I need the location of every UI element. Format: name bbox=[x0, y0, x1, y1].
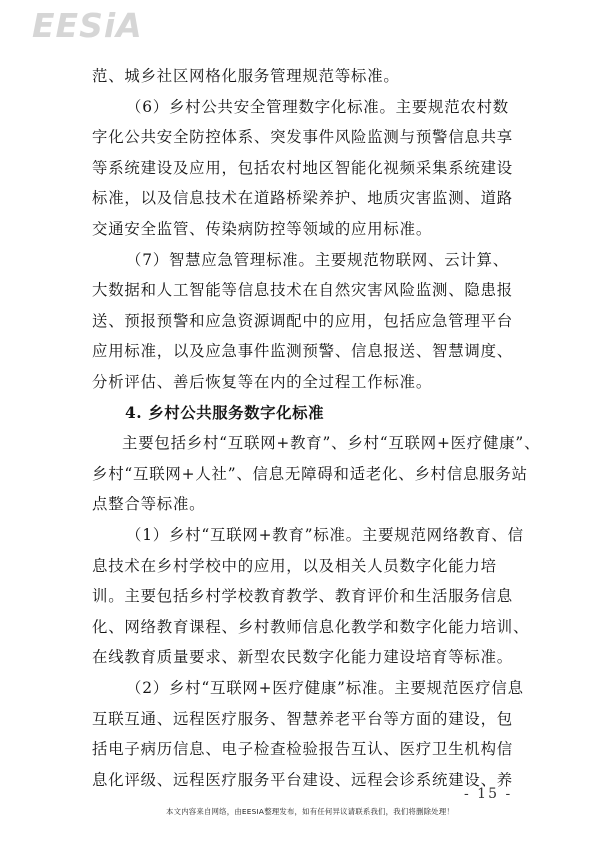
body-line: 送、预报预警和应急资源调配中的应用，包括应急管理平台 bbox=[92, 311, 513, 330]
page-number: - 15 - bbox=[464, 786, 513, 802]
body-line: （1）乡村“互联网+教育”标准。主要规范网络教育、信 bbox=[126, 526, 524, 544]
body-line: 在线教育质量要求、新型农民数字化能力建设培育等标准。 bbox=[92, 648, 513, 667]
body-line: 乡村“互联网+人社”、信息无障碍和适老化、乡村信息服务站 bbox=[92, 464, 528, 483]
body-line: （2）乡村“互联网+医疗健康”标准。主要规范医疗信息 bbox=[126, 679, 524, 697]
body-line: 息化评级、远程医疗服务平台建设、远程会诊系统建设、养 bbox=[92, 770, 513, 789]
body-line: 应用标准，以及应急事件监测预警、信息报送、智慧调度、 bbox=[92, 342, 513, 361]
footer-note: 本文内容来自网络，由EESIA整理发布，如有任何异议请联系我们，我们将删除处理！ bbox=[166, 807, 454, 816]
body-line: 息技术在乡村学校中的应用，以及相关人员数字化能力培 bbox=[92, 556, 497, 575]
eesia-watermark-logo: EESiA bbox=[32, 6, 143, 45]
body-line: 大数据和人工智能等信息技术在自然灾害风险监测、隐患报 bbox=[92, 281, 513, 300]
body-line: 点整合等标准。 bbox=[92, 495, 206, 514]
body-line: 标准，以及信息技术在道路桥梁养护、地质灾害监测、道路 bbox=[92, 189, 513, 208]
section-heading: 4. 乡村公共服务数字化标准 bbox=[125, 403, 325, 422]
body-line: 交通安全监管、传染病防控等领域的应用标准。 bbox=[92, 220, 433, 238]
body-line: 互联互通、远程医疗服务、智慧养老平台等方面的建设，包 bbox=[92, 709, 513, 728]
body-line: 分析评估、善后恢复等在内的全过程工作标准。 bbox=[92, 373, 433, 391]
body-line: （6）乡村公共安全管理数字化标准。主要规范农村数 bbox=[126, 97, 509, 116]
body-line: 括电子病历信息、电子检查检验报告互认、医疗卫生机构信 bbox=[92, 740, 513, 759]
body-line: 字化公共安全防控体系、突发事件风险监测与预警信息共享 bbox=[92, 128, 513, 147]
body-line: 化、网络教育课程、乡村教师信息化教学和数字化能力培训、 bbox=[92, 617, 530, 636]
body-line: 等系统建设及应用，包括农村地区智能化视频采集系统建设 bbox=[92, 158, 513, 177]
body-line: 范、城乡社区网格化服务管理规范等标准。 bbox=[92, 67, 400, 85]
body-line: （7）智慧应急管理标准。主要规范物联网、云计算、 bbox=[126, 250, 509, 269]
body-line: 主要包括乡村“互联网+教育”、乡村“互联网+医疗健康”、 bbox=[122, 434, 541, 453]
body-line: 训。主要包括乡村学校教育教学、教育评价和生活服务信息 bbox=[92, 587, 513, 606]
